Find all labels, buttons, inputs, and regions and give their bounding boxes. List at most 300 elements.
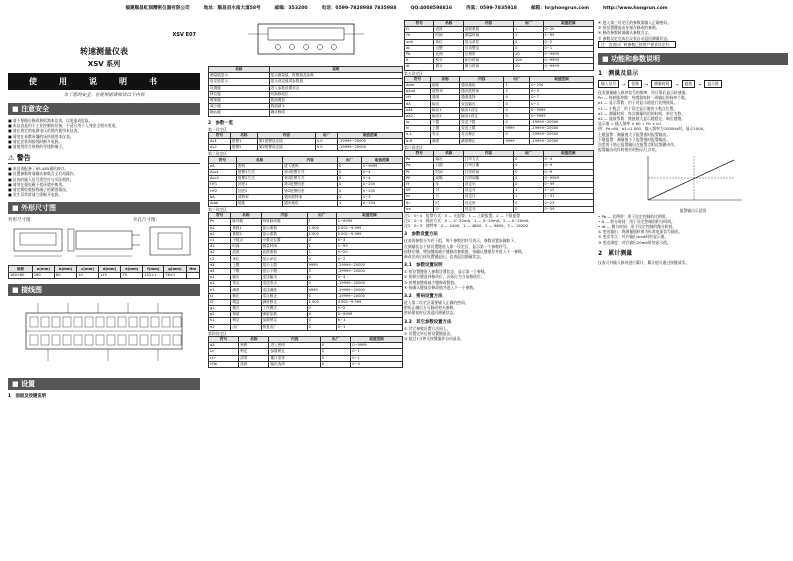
table-cell: oA bbox=[209, 163, 237, 169]
column-header: 取值范围 bbox=[543, 21, 593, 27]
table-cell: 0 bbox=[307, 324, 336, 330]
warning-line: ■ 发生异常时请立即断开电源。 bbox=[8, 192, 63, 198]
table-cell: 100 bbox=[514, 58, 543, 64]
table-cell: 上限 bbox=[431, 126, 460, 132]
column-header: 名称 bbox=[230, 132, 257, 138]
table-cell: 报警2方式 bbox=[236, 176, 282, 182]
zip: 邮编：353200 bbox=[274, 6, 308, 11]
table-cell: tM bbox=[405, 188, 434, 194]
table-cell: 0~1 bbox=[351, 349, 403, 355]
table-cell: 通道 bbox=[431, 95, 460, 101]
table-cell: 锁定 bbox=[231, 318, 261, 324]
table-cell: 增益 bbox=[231, 299, 261, 305]
table-cell: 0 bbox=[514, 175, 543, 181]
table-cell: 密码 bbox=[236, 163, 282, 169]
para-line: 修改完成后按设置键退出，仪表返回测量状态。 bbox=[404, 254, 484, 260]
warning-line: ■ 请勿在强电磁干扰环境中使用。 bbox=[8, 181, 66, 187]
manual-banner: 使用说明书 bbox=[8, 73, 200, 90]
table-cell: 0 bbox=[337, 169, 361, 175]
table-cell: 密码 bbox=[239, 343, 269, 349]
table-cell: h1 bbox=[209, 318, 231, 324]
column-header: 符号 bbox=[209, 157, 237, 163]
cutout-label: 开孔尺寸图： bbox=[133, 218, 160, 224]
panel-key[interactable] bbox=[304, 45, 309, 50]
table-cell: -19999~20000 bbox=[336, 281, 402, 287]
table-cell: b-H bbox=[405, 138, 431, 144]
table-cell: 0~9999 bbox=[543, 58, 593, 64]
panel-key[interactable] bbox=[318, 45, 323, 50]
column-header: 符号 bbox=[209, 336, 239, 342]
menu4-caption: 第四设定区 bbox=[208, 330, 227, 336]
table-cell: 设定值显示 bbox=[209, 79, 270, 85]
alarm-figure bbox=[598, 152, 788, 208]
table-cell: 脉冲数 bbox=[231, 219, 261, 225]
table-cell: 0 bbox=[320, 349, 350, 355]
flow-step: 滤波 bbox=[682, 80, 696, 88]
terminal bbox=[107, 335, 115, 345]
column-header: 名称 bbox=[231, 213, 261, 219]
table-cell: 自整 bbox=[434, 45, 463, 51]
table-cell: 0~3 bbox=[530, 101, 594, 107]
table-cell: 0~200 bbox=[361, 182, 402, 188]
table-cell: d3 bbox=[209, 262, 231, 268]
table-cell: -19999~20000 bbox=[336, 287, 402, 293]
table-cell: 0.0 bbox=[315, 145, 337, 151]
table-cell: 0 bbox=[514, 39, 543, 45]
terminal bbox=[173, 335, 181, 345]
column-header: 内容 bbox=[257, 132, 315, 138]
table-cell: 0~4 bbox=[361, 169, 402, 175]
table-cell: 0 bbox=[504, 132, 530, 138]
c3-table-2 bbox=[404, 76, 594, 145]
para-line: 仪表测量输入脉冲信号的频率，经计算后显示转速值。 bbox=[598, 90, 690, 96]
c3-sub2-lines bbox=[404, 300, 594, 316]
table-cell: oA bbox=[209, 343, 239, 349]
column-header: 出厂 bbox=[504, 76, 530, 82]
section-settings: ■ 设置 bbox=[8, 378, 200, 390]
table-cell: tY bbox=[405, 181, 434, 187]
table-cell: 报警1 bbox=[230, 138, 257, 144]
table-cell: 测量值显示 bbox=[209, 73, 270, 79]
table-cell: -19999~20000 bbox=[530, 132, 594, 138]
table-cell: -19999~20000 bbox=[337, 138, 402, 144]
table-cell: 9999 bbox=[504, 126, 530, 132]
safety-list bbox=[8, 118, 200, 149]
column-header: 出厂 bbox=[307, 213, 336, 219]
table-cell: 滤波系数 bbox=[463, 27, 513, 33]
table-cell: 0 bbox=[307, 275, 336, 281]
terminal bbox=[129, 317, 137, 327]
column-header: 取值范围 bbox=[543, 150, 593, 156]
table-cell: c2 bbox=[209, 256, 231, 262]
column-header: 名称 bbox=[236, 157, 282, 163]
fax: 传真：0599-7835918 bbox=[466, 6, 517, 11]
table-cell: 0~2 bbox=[543, 39, 593, 45]
table-cell: 月 bbox=[434, 188, 463, 194]
terminal bbox=[52, 317, 60, 327]
table-cell: 满度修正 bbox=[460, 138, 504, 144]
table-cell: 0 bbox=[504, 101, 530, 107]
table-cell: 0 bbox=[307, 305, 336, 311]
header-bar bbox=[0, 0, 793, 16]
product-series: XSV 系列 bbox=[87, 60, 121, 68]
table-cell: 9999 bbox=[504, 138, 530, 144]
table-cell: 变送上限 bbox=[460, 126, 504, 132]
table-cell: 0~3 bbox=[336, 275, 402, 281]
alarm-chart-label: 报警输出示意图 bbox=[679, 208, 707, 214]
panel-key[interactable] bbox=[332, 45, 337, 50]
table-cell: 0 bbox=[504, 113, 530, 119]
table-cell: 通讯地址 bbox=[283, 200, 338, 206]
table-cell: 20 bbox=[514, 64, 543, 70]
table-cell: 确认修改 bbox=[269, 110, 402, 116]
table-cell: 数值减少 bbox=[269, 104, 402, 110]
section-warning: ⚠ 警告 bbox=[8, 153, 200, 164]
table-cell: 测量时间 bbox=[463, 33, 513, 39]
table-cell: 小数点 bbox=[231, 237, 261, 243]
table-cell: tm bbox=[405, 206, 434, 212]
table-cell: 移位键 bbox=[209, 91, 270, 97]
terminal bbox=[140, 317, 148, 327]
para-note: 注：仪表出厂时参数已按用户要求设定好。 bbox=[598, 41, 676, 48]
flow-step: 输入信号 bbox=[598, 80, 619, 88]
table-cell: 增加键 bbox=[209, 97, 270, 103]
table-cell: 满度修正 bbox=[261, 299, 307, 305]
table-cell: Addr bbox=[209, 200, 237, 206]
para-line: ② 变送零点：对应输出4mA时的显示值。 bbox=[598, 234, 669, 240]
para-line: ① 按设置键进入参数设置状态，显示第一个参数。 bbox=[404, 269, 489, 275]
table-cell: 滤波系数 bbox=[261, 250, 307, 256]
para-line: • It — 积分时间：用于设定控制的积分时间。 bbox=[598, 218, 675, 224]
column-header: 符号 bbox=[405, 150, 434, 156]
table-cell: 单位 bbox=[434, 39, 463, 45]
table-cell: 输出1 bbox=[431, 107, 460, 113]
table-cell: 10 bbox=[514, 51, 543, 57]
table-cell: 设定时 bbox=[463, 200, 513, 206]
table-cell: Fir bbox=[405, 33, 434, 39]
table-cell: 1 bbox=[514, 194, 543, 200]
column-header: 内容 bbox=[463, 21, 513, 27]
terminal bbox=[41, 335, 49, 345]
table-cell: 进入密码 bbox=[269, 343, 321, 349]
table-cell: 设置键 bbox=[209, 85, 270, 91]
terminal bbox=[30, 317, 38, 327]
table-cell: 0 bbox=[337, 182, 361, 188]
table-cell: 时间 bbox=[434, 169, 463, 175]
table-cell: PE bbox=[405, 175, 434, 181]
table-cell: 0 bbox=[504, 95, 530, 101]
table-cell: f2 bbox=[209, 299, 231, 305]
table-cell: 0 bbox=[307, 256, 336, 262]
section-safety: ■ 注意安全 bbox=[8, 103, 200, 115]
column-header: 内容 bbox=[269, 336, 321, 342]
table-cell: d4 bbox=[209, 268, 231, 274]
table-cell: 下限 bbox=[431, 120, 460, 126]
flow-step: 显示值 bbox=[704, 80, 721, 88]
table-cell: 回差1 bbox=[236, 182, 282, 188]
warning-line: ■ 请定期检查接线端子的紧固情况。 bbox=[8, 187, 70, 193]
c3-table-3 bbox=[404, 150, 594, 213]
table-cell: 累计清零 bbox=[269, 355, 321, 361]
panel-table: 名称 说明 测量值显示 显示测量值、报警值及参数 设定值显示 显示设定值或参数值 设置键 进入参数设置状态 移位键 切换修改位 增加键 数值增加 减少键 数值减少 确认键 确认修改 bbox=[208, 66, 403, 117]
table-cell: bA bbox=[209, 194, 237, 200]
table-cell: 0~9999 bbox=[361, 163, 402, 169]
c3-table-1 bbox=[404, 20, 594, 71]
table-cell: 比例带 bbox=[463, 51, 513, 57]
column-3 bbox=[404, 20, 594, 556]
table-cell: 积分 bbox=[434, 58, 463, 64]
table-cell: 0~3 bbox=[336, 237, 402, 243]
para-line: ③ 按增加键或减少键修改数值。 bbox=[404, 279, 458, 285]
table-cell: 0~59 bbox=[543, 206, 593, 212]
dimension-table: 规格 a(mm) b(mm) c(mm) d(mm) e(mm) f(mm) g(mm) Hm 160×80 160 80 10 115 75 152±1 76±1 bbox=[8, 265, 200, 278]
menu1-caption: 第一设定区 bbox=[208, 126, 227, 132]
para-line: ③ 变送满度：对应输出20mA时的显示值。 bbox=[598, 239, 671, 245]
terminal bbox=[151, 317, 159, 327]
table-cell: h2 bbox=[209, 324, 231, 330]
table-cell: ALo1 bbox=[209, 169, 237, 175]
table-cell: 设定分 bbox=[463, 206, 513, 212]
table-cell: 回差2 bbox=[236, 188, 282, 194]
column-header: 取值范围 bbox=[337, 132, 402, 138]
table-cell: 下限 bbox=[231, 268, 261, 274]
safety-line: ■ 请在安装和接线时断开电源。 bbox=[8, 138, 63, 144]
table-cell: 0 bbox=[307, 312, 336, 318]
table-cell: -19999~20000 bbox=[336, 262, 402, 268]
terminal bbox=[85, 335, 93, 345]
menu3-table bbox=[208, 212, 403, 331]
para-line: 按移位键、增加键或减少键修改参数值，按确认键保存并进入下一参数。 bbox=[404, 248, 526, 254]
terminal bbox=[129, 335, 137, 345]
table-cell: 输出 bbox=[434, 157, 463, 163]
table-cell: 0~1 bbox=[543, 45, 593, 51]
table-cell: 1~12 bbox=[543, 188, 593, 194]
table-cell: 0 bbox=[307, 237, 336, 243]
table-cell: 显示系数 bbox=[261, 231, 307, 237]
table-cell: 1 bbox=[514, 33, 543, 39]
para-line: • Pb — 比例带：用于设定控制的比例带。 bbox=[598, 213, 670, 219]
table-cell: 显示单位 bbox=[463, 39, 513, 45]
table-cell: -19999~20000 bbox=[530, 138, 594, 144]
table-cell: 0~9 bbox=[543, 169, 593, 175]
table-cell: 输出2 bbox=[431, 113, 460, 119]
table-cell: 0~1 bbox=[336, 324, 402, 330]
table-cell: 0 bbox=[514, 181, 543, 187]
safety-line: ■ 请在规定的电源电压范围内使用本仪表。 bbox=[8, 128, 82, 134]
table-cell: 模式 bbox=[231, 305, 261, 311]
c4-sub-1: 1 测量及显示 bbox=[598, 70, 639, 78]
c4-sub-2: 2 累计测量 bbox=[598, 249, 633, 257]
table-cell: 0~9999 bbox=[543, 64, 593, 70]
table-cell: 通道选择 bbox=[460, 95, 504, 101]
table-cell: 0~1 bbox=[351, 355, 403, 361]
terminal bbox=[63, 335, 71, 345]
table-row bbox=[209, 324, 403, 330]
table-cell: 0.001~9.999 bbox=[336, 231, 402, 237]
table-cell: b-L bbox=[405, 132, 431, 138]
table-cell: cHo bbox=[209, 361, 239, 367]
table-cell: 滤波 bbox=[231, 250, 261, 256]
terminal bbox=[74, 317, 82, 327]
para-line: ① 其它参数设置方法同上。 bbox=[404, 325, 451, 331]
qq: QQ:4008598816 bbox=[410, 5, 453, 11]
table-row bbox=[405, 64, 594, 70]
table-cell: 1.000 bbox=[307, 299, 336, 305]
safety-line: ■ 请勿在易燃易爆的场所使用本仪表。 bbox=[8, 133, 74, 139]
c3-sub-2: 3.2 密码设置方法 bbox=[404, 294, 443, 300]
terminal bbox=[85, 317, 93, 327]
safety-line: ■ 本仪表是用于工业控制的设备，不适合用于人身安全相关用途。 bbox=[8, 123, 120, 129]
table-cell: 0 bbox=[514, 169, 543, 175]
table-cell: 0~9 bbox=[543, 163, 593, 169]
table-cell: oA1 bbox=[405, 107, 431, 113]
table-cell: 变送零点 bbox=[261, 281, 307, 287]
table-cell: 积分时间 bbox=[463, 58, 513, 64]
table-cell: 2 bbox=[337, 194, 361, 200]
table-cell: 0 bbox=[307, 293, 336, 299]
table-cell: 1 bbox=[504, 82, 530, 88]
table-cell: Lc bbox=[209, 349, 239, 355]
table-cell: 选择 bbox=[239, 361, 269, 367]
warning-line: ■ 设置参数时请确认参数含义后再操作。 bbox=[8, 171, 78, 177]
table-cell: AL2 bbox=[209, 145, 231, 151]
table-cell: 0~200 bbox=[361, 188, 402, 194]
column-header: 符号 bbox=[405, 76, 431, 82]
table-cell: 0~254 bbox=[361, 200, 402, 206]
table-cell: 打印间隔 bbox=[463, 175, 513, 181]
column-header: 出厂 bbox=[514, 150, 543, 156]
table-cell: 0 bbox=[514, 157, 543, 163]
terminal bbox=[96, 317, 104, 327]
column-header: 名称 bbox=[239, 336, 269, 342]
para-line: 密码错误时仪表返回测量状态。 bbox=[404, 310, 458, 316]
table-cell: hi bbox=[405, 126, 431, 132]
table-cell: 切换修改位 bbox=[269, 91, 402, 97]
table-row bbox=[209, 361, 403, 367]
para-line: d2 — 滤波系数：数值越大显示越稳定，响应越慢。 bbox=[598, 116, 685, 122]
column-1 bbox=[8, 20, 200, 556]
table-cell: unit bbox=[405, 39, 434, 45]
para-line: ④ 进入第三设定区的参数需输入正确密码。 bbox=[598, 20, 671, 25]
table-cell: 0 bbox=[514, 200, 543, 206]
column-header: 符号 bbox=[209, 132, 231, 138]
table-cell: ALo2 bbox=[209, 176, 237, 182]
table-row bbox=[209, 110, 403, 116]
table-cell: 零点 bbox=[431, 132, 460, 138]
panel-key[interactable] bbox=[290, 45, 295, 50]
para-line: 回差用于防止报警输出在报警点附近频繁动作。 bbox=[598, 142, 678, 148]
table-cell: 确认键 bbox=[209, 110, 270, 116]
column-header: 出厂 bbox=[337, 157, 361, 163]
table-cell: 输出选择 bbox=[269, 361, 321, 367]
table-cell: 0~3 bbox=[530, 89, 594, 95]
para-line: 密码正确后方可修改相关参数。 bbox=[404, 305, 458, 311]
column-2 bbox=[208, 20, 403, 556]
column-header: 内容 bbox=[463, 150, 513, 156]
table-cell: 0~2 bbox=[336, 256, 402, 262]
table-cell: 通讯地址 bbox=[460, 82, 504, 88]
table-cell: 输出 bbox=[431, 101, 460, 107]
column-header: 内容 bbox=[460, 76, 504, 82]
table-cell: 0 bbox=[307, 318, 336, 324]
table-cell: 0.001~9.999 bbox=[336, 299, 402, 305]
table-cell: 0 bbox=[337, 176, 361, 182]
table-cell: 1 bbox=[514, 27, 543, 33]
table-cell: 自动整定 bbox=[463, 45, 513, 51]
table-cell: 0~2 bbox=[336, 305, 402, 311]
table-cell: cH bbox=[405, 95, 431, 101]
safety-line: ■ 请不要擅自修改和拆卸本仪表，以免造成危险。 bbox=[8, 118, 93, 123]
terminal bbox=[107, 317, 115, 327]
column-header: 取值范围 bbox=[361, 157, 402, 163]
table-cell: 0~3 bbox=[351, 361, 403, 367]
para-line: 在测量状态下按设置键进入第一设定区，显示第一个参数符号。 bbox=[404, 243, 511, 249]
table-cell: 0~4 bbox=[361, 176, 402, 182]
table-cell: 设定日 bbox=[463, 194, 513, 200]
table-cell: 1~99 bbox=[543, 33, 593, 39]
email: 邮箱：hr@hongrun.com bbox=[530, 6, 590, 11]
table-cell: bAud bbox=[405, 89, 431, 95]
terminal bbox=[30, 335, 38, 345]
table-cell: 参数锁定 bbox=[261, 318, 307, 324]
c3-sub3-lines bbox=[404, 326, 594, 342]
website: http://www.hongrun.com bbox=[603, 5, 668, 11]
menu-title: 2 参数一览 bbox=[208, 120, 234, 126]
column-header: 取值范围 bbox=[351, 336, 403, 342]
table-cell: 0 bbox=[514, 206, 543, 212]
table-cell: 零点 bbox=[231, 281, 261, 287]
table-cell: 0~20 bbox=[543, 27, 593, 33]
para-line: 显示值 = 输入频率 × 60 ÷ Pn × b1 bbox=[598, 121, 662, 127]
table-cell: Pb bbox=[405, 51, 434, 57]
product-title: 转速测量仪表 bbox=[80, 47, 128, 56]
table-cell: 系数1 bbox=[231, 225, 261, 231]
menu2-table bbox=[208, 156, 403, 207]
flow-step: 倍频 bbox=[628, 80, 642, 88]
table-cell: 间隔 bbox=[434, 175, 463, 181]
table-cell: -19999~20000 bbox=[530, 126, 594, 132]
panel-key[interactable] bbox=[276, 45, 281, 50]
column-header: 符号 bbox=[405, 21, 434, 27]
table-cell: 满度 bbox=[431, 138, 460, 144]
table-cell: 出厂 bbox=[231, 324, 261, 330]
terminal bbox=[74, 335, 82, 345]
table-cell: 0 bbox=[320, 355, 350, 361]
column-header: 名称 bbox=[431, 76, 460, 82]
para-line: ① 变送输出：将测量值转换为标准电流信号输出。 bbox=[598, 229, 683, 235]
note-line: 注1：0~4 报警方式：0 — 无报警，1 — 上限报警，2 — 下限报警 bbox=[404, 212, 521, 218]
table-cell: 时间 bbox=[434, 33, 463, 39]
address: 地址：顺昌县水南大道58号 bbox=[203, 6, 261, 11]
column-header: 符号 bbox=[209, 213, 231, 219]
column-header: 出厂 bbox=[514, 21, 543, 27]
table-cell: 0~9999 bbox=[530, 107, 594, 113]
table-cell: 打印方式 bbox=[463, 157, 513, 163]
para-line: 例：Pn=60，b1=1.000，输入频率为1000Hz时，显示1000。 bbox=[598, 126, 707, 132]
table-cell: 1.000 bbox=[307, 231, 336, 237]
table-cell: 第1报警方式 bbox=[283, 169, 338, 175]
para-line: 上限报警：测量值大于报警值时报警输出。 bbox=[598, 131, 671, 137]
table-cell: 变送下限 bbox=[460, 120, 504, 126]
c3-sub1-lines bbox=[404, 269, 594, 290]
table-cell: 0 bbox=[514, 163, 543, 169]
c3-caption-3: 第六设定区 bbox=[404, 144, 423, 150]
table-cell: 显示上限 bbox=[261, 262, 307, 268]
c3-section-3: 3 参数设置方法 bbox=[404, 232, 438, 238]
table-cell: 数值增加 bbox=[269, 97, 402, 103]
table-cell: 1~9999 bbox=[336, 219, 402, 225]
table-cell: 时间 bbox=[231, 244, 261, 250]
